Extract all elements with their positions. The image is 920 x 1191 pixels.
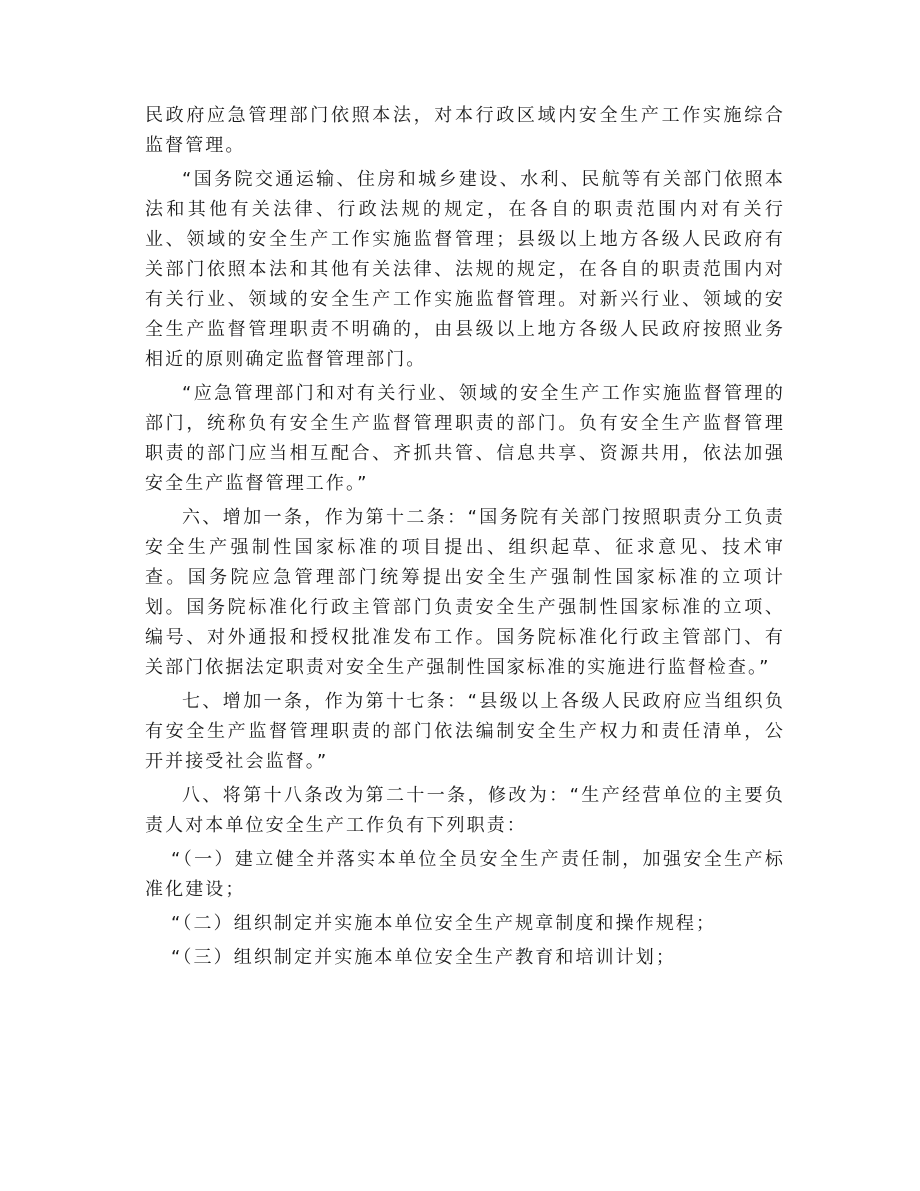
list-item: “（二）组织制定并实施本单位安全生产规章制度和操作规程；: [171, 913, 717, 934]
document-body: [145, 101, 785, 977]
paragraph: 八、将第十八条改为第二十一条，修改为：“生产经营单位的主要负责人对本单位安全生产工作负有下列职责：: [145, 785, 785, 836]
paragraph: 六、增加一条，作为第十二条：“国务院有关部门按照职责分工负责安全生产强制性国家标准的项目提出、组织起草、征求意见、技术审查。国务院应急管理部门统筹提出安全生产强制性国家标准的立项计划。国务院标准化行政主管部门负责安全生产强制性国家标准的立项、编号、对外通报和授权批准发布工作。国务院标准化行政主管部门、有关部门依据法定职责对安全生产强制性国家标准的实施进行监督检查。”: [145, 507, 785, 678]
paragraph: “国务院交通运输、住房和城乡建设、水利、民航等有关部门依照本法和其他有关法律、行政法规的规定，在各自的职责范围内对有关行业、领域的安全生产工作实施监督管理；县级以上地方各级人民政府有关部门依照本法和其他有关法律、法规的规定，在各自的职责范围内对有关行业、领域的安全生产工作实施监督管理。对新兴行业、领域的安全生产监督管理职责不明确的，由县级以上地方各级人民政府按照业务相近的原则确定监督管理部门。: [145, 169, 785, 370]
list-item: “（一）建立健全并落实本单位全员安全生产责任制，加强安全生产标准化建设；: [145, 849, 785, 900]
list-item: “（三）组织制定并实施本单位安全生产教育和培训计划；: [171, 947, 676, 968]
paragraph: “应急管理部门和对有关行业、领域的安全生产工作实施监督管理的部门，统称负有安全生产监督管理职责的部门。负有安全生产监督管理职责的部门应当相互配合、齐抓共管、信息共享、资源共用，依法加强安全生产监督管理工作。”: [145, 383, 785, 494]
paragraph: 七、增加一条，作为第十七条：“县级以上各级人民政府应当组织负有安全生产监督管理职责的部门依法编制安全生产权力和责任清单，公开并接受社会监督。”: [145, 691, 785, 772]
paragraph: 民政府应急管理部门依照本法，对本行政区域内安全生产工作实施综合监督管理。: [145, 105, 785, 156]
